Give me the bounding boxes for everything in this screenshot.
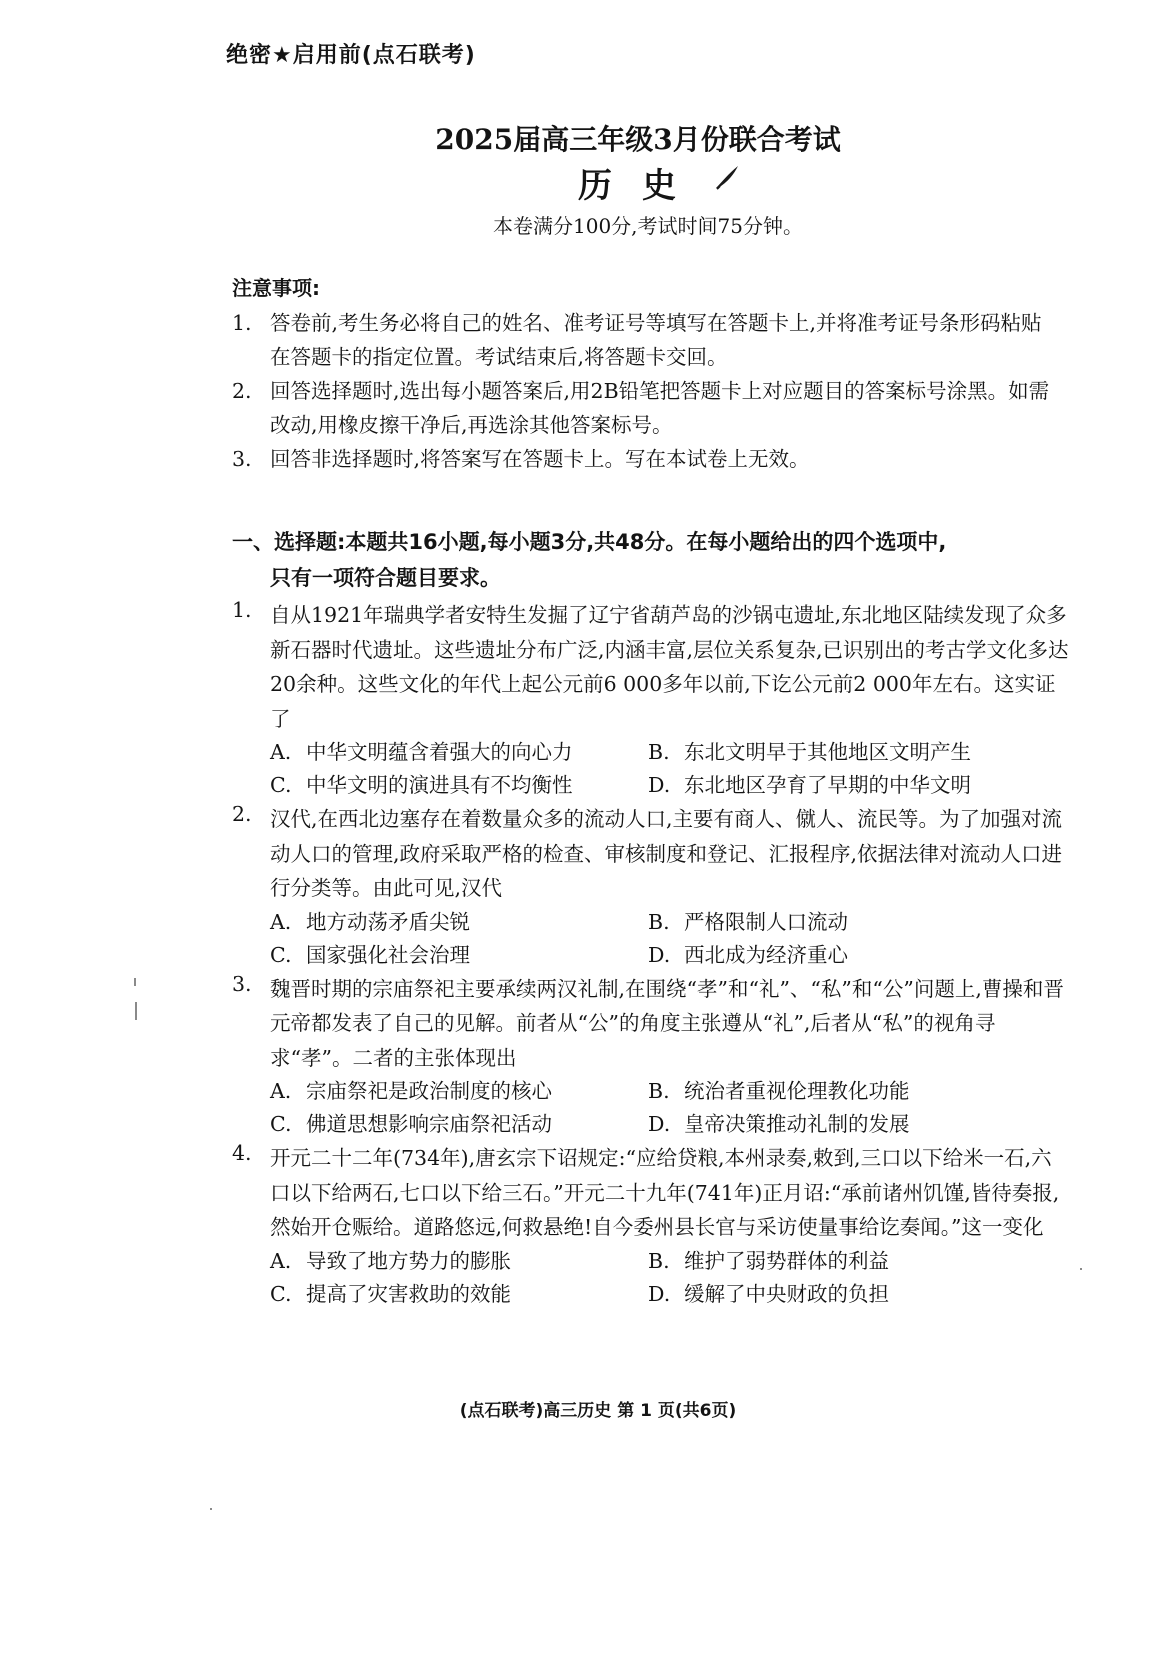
quill-pen-icon [714, 164, 740, 194]
scan-speck [210, 1508, 212, 1510]
question-stem: 魏晋时期的宗庙祭祀主要承续两汉礼制,在围绕“孝”和“礼”、“私”和“公”问题上,曹操和晋元帝都发表了自己的见解。前者从“公”的角度主张遵从“礼”,后者从“私”的视角寻求“孝”。二者的主张体现出 [270, 976, 1064, 1070]
question-stem: 自从1921年瑞典学者安特生发掘了辽宁省葫芦岛的沙锅屯遗址,东北地区陆续发现了众多新石器时代遗址。这些遗址分布广泛,内涵丰富,层位关系复杂,已识别出的考古学文化多达20余种。这些文化的年代上起公元前6 000多年以前,下讫公元前2 000年左右。这实证了 [270, 603, 1069, 731]
option-d: D. 东北地区孕育了早期的中华文明 [648, 773, 971, 797]
option-a: A. 中华文明蕴含着强大的向心力 [270, 740, 573, 764]
option-c: C. 提高了灾害救助的效能 [270, 1281, 511, 1306]
scan-speck [135, 1002, 137, 1020]
scan-speck [134, 978, 136, 986]
option-b: B. 统治者重视伦理教化功能 [648, 1079, 910, 1103]
option-a: A. 地方动荡矛盾尖锐 [270, 909, 470, 934]
question-number: 2. [232, 802, 252, 826]
section-title-line2: 只有一项符合题目要求。 [270, 566, 501, 590]
option-c: C. 中华文明的演进具有不均衡性 [270, 773, 573, 797]
notice-list [232, 306, 1062, 476]
notice-number: 1. [232, 311, 252, 335]
option-c: C. 国家强化社会治理 [270, 942, 470, 967]
question-list [232, 598, 1072, 1311]
question-3 [232, 972, 1072, 1142]
page-footer: (点石联考)高三历史 第 1 页(共6页) [459, 1401, 737, 1421]
question-stem: 汉代,在西北边塞存在着数量众多的流动人口,主要有商人、僦人、流民等。为了加强对流动人口的管理,政府采取严格的检查、审核制度和登记、汇报程序,依据法律对流动人口进行分类等。由此可见,汉代 [270, 807, 1063, 900]
option-d: D. 缓解了中央财政的负担 [648, 1281, 889, 1306]
option-d: D. 西北成为经济重心 [648, 942, 848, 967]
confidential-label: 绝密★启用前(点石联考) [226, 43, 476, 68]
question-stem: 开元二十二年(734年),唐玄宗下诏规定:“应给贷粮,本州录奏,敕到,三口以下给米一石,六口以下给两石,七口以下给三石。”开元二十九年(741年)正月诏:“承前诸州饥馑,皆待奏报,然始开仓赈给。道路悠远,何救悬绝!自今委州县长官与采访使量事给讫奏闻。”这一变化 [270, 1146, 1060, 1239]
option-grid [232, 906, 1072, 972]
option-b: B. 维护了弱势群体的利益 [648, 1248, 889, 1273]
notice-item [232, 306, 1062, 374]
notice-text: 回答选择题时,选出每小题答案后,用2B铅笔把答题卡上对应题目的答案标号涂黑。如需改动,用橡皮擦干净后,再选涂其他答案标号。 [270, 379, 1050, 437]
option-a: A. 宗庙祭祀是政治制度的核心 [270, 1079, 552, 1103]
option-a: A. 导致了地方势力的膨胀 [270, 1248, 511, 1273]
section-heading [232, 524, 1072, 596]
question-number: 4. [232, 1141, 252, 1165]
question-1 [232, 598, 1072, 802]
option-b: B. 东北文明早于其他地区文明产生 [648, 740, 971, 764]
notice-text: 答卷前,考生务必将自己的姓名、准考证号等填写在答题卡上,并将准考证号条形码粘贴在答题卡的指定位置。考试结束后,将答题卡交回。 [270, 311, 1042, 369]
option-grid [232, 1245, 1072, 1311]
question-4 [232, 1141, 1072, 1311]
notice-number: 3. [232, 447, 252, 471]
exam-meta: 本卷满分100分,考试时间75分钟。 [493, 214, 803, 238]
option-d: D. 皇帝决策推动礼制的发展 [648, 1112, 910, 1136]
question-2 [232, 802, 1072, 972]
exam-title: 2025届高三年级3月份联合考试 [435, 123, 841, 156]
option-grid [232, 736, 1072, 802]
question-number: 3. [232, 971, 252, 996]
option-grid [232, 1075, 1072, 1141]
question-number: 1. [232, 598, 252, 622]
subject-title: 历史 [578, 166, 706, 206]
notice-item [232, 374, 1062, 442]
notice-number: 2. [232, 379, 252, 403]
notice-text: 回答非选择题时,将答案写在答题卡上。写在本试卷上无效。 [270, 447, 810, 471]
scan-speck [1080, 1268, 1082, 1270]
notice-item [232, 442, 1062, 476]
option-b: B. 严格限制人口流动 [648, 909, 848, 934]
notice-heading: 注意事项: [232, 276, 320, 300]
section-title-line1: 一、选择题:本题共16小题,每小题3分,共48分。在每小题给出的四个选项中, [232, 530, 947, 554]
option-c: C. 佛道思想影响宗庙祭祀活动 [270, 1112, 552, 1136]
